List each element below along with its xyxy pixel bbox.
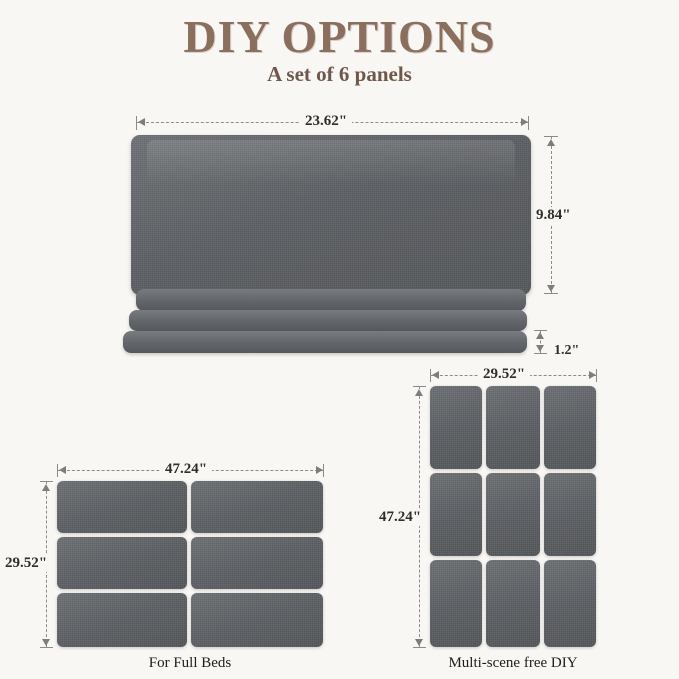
layout-cell <box>544 560 596 647</box>
layout-cell <box>57 481 187 533</box>
layout-cell <box>430 386 482 469</box>
page-subtitle: A set of 6 panels <box>267 62 412 86</box>
layout-cell <box>486 473 540 556</box>
layout-cell <box>544 386 596 469</box>
thickness-arrow-up <box>536 332 544 339</box>
thickness-label: 1.2" <box>549 343 584 359</box>
right-layout-height-arrow-down <box>415 639 423 646</box>
panel-stack-1 <box>136 289 526 311</box>
thickness-tick-top <box>534 330 547 331</box>
hero-width-tick-left <box>136 116 137 130</box>
panel-stack-3 <box>123 331 527 353</box>
layout-cell <box>57 537 187 589</box>
hero-height-arrow-down <box>547 285 555 292</box>
hero-height-arrow-up <box>547 139 555 146</box>
left-layout-height-tick-top <box>40 481 53 482</box>
hero-width-label: 23.62" <box>300 113 352 130</box>
left-layout-width-tick-left <box>57 464 58 477</box>
layout-full-beds <box>57 481 323 647</box>
thickness-tick-bottom <box>534 353 547 354</box>
layout-multi-scene <box>430 386 596 647</box>
panel-front <box>131 135 531 295</box>
right-layout-width-label: 29.52" <box>478 366 530 383</box>
layout-caption-full-beds: For Full Beds <box>148 655 232 671</box>
left-layout-height-tick-bottom <box>40 647 53 648</box>
hero-height-label: 9.84" <box>531 207 576 224</box>
right-layout-height-arrow-up <box>415 389 423 396</box>
panel-stack-2 <box>129 310 527 331</box>
layout-cell <box>486 386 540 469</box>
right-layout-width-arrow-left <box>432 371 439 379</box>
layout-cell <box>191 593 323 647</box>
hero-height-tick-bottom <box>544 293 558 294</box>
hero-width-arrow-left <box>138 118 145 126</box>
right-layout-height-label: 47.24" <box>374 509 426 526</box>
right-layout-width-arrow-right <box>589 371 596 379</box>
page-title: DIY OPTIONS <box>183 11 496 62</box>
right-layout-width-tick-left <box>430 369 431 382</box>
left-layout-height-arrow-down <box>42 639 50 646</box>
hero-height-tick-top <box>544 136 558 137</box>
thickness-arrow-down <box>536 345 544 352</box>
right-layout-width-tick-right <box>596 369 597 382</box>
layout-cell <box>486 560 540 647</box>
layout-cell <box>191 537 323 589</box>
layout-caption-multi-scene: Multi-scene free DIY <box>448 655 578 671</box>
right-layout-height-tick-bottom <box>413 647 426 648</box>
left-layout-height-label: 29.52" <box>0 555 52 572</box>
left-layout-width-arrow-left <box>59 466 66 474</box>
hero-width-arrow-right <box>521 118 528 126</box>
layout-cell <box>57 593 187 647</box>
left-layout-height-arrow-up <box>42 484 50 491</box>
hero-width-tick-right <box>528 116 529 130</box>
left-layout-width-tick-right <box>323 464 324 477</box>
layout-cell <box>430 560 482 647</box>
layout-cell <box>544 473 596 556</box>
right-layout-height-tick-top <box>413 386 426 387</box>
layout-cell <box>430 473 482 556</box>
layout-cell <box>191 481 323 533</box>
left-layout-width-arrow-right <box>316 466 323 474</box>
left-layout-width-label: 47.24" <box>160 461 212 478</box>
